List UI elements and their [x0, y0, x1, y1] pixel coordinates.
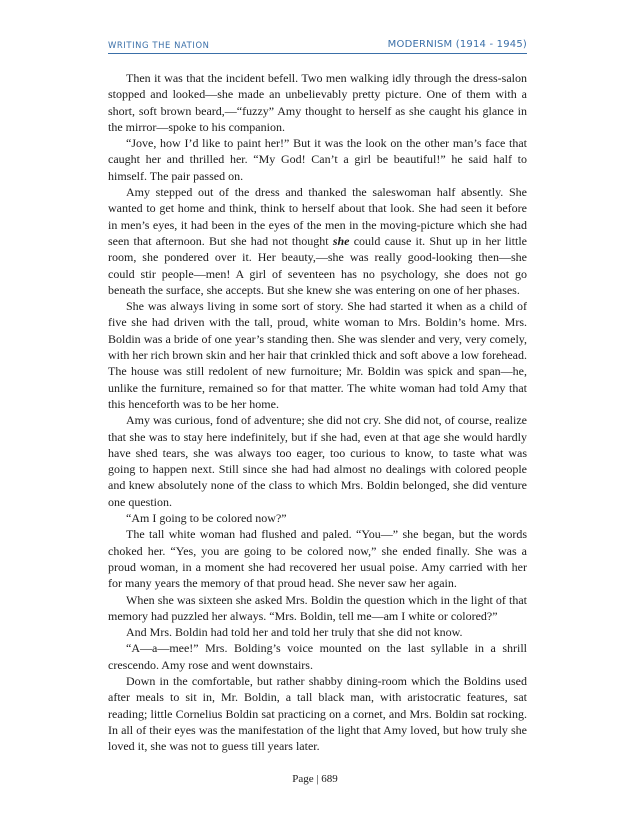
- paragraph: [108, 184, 527, 298]
- body-text: [108, 70, 527, 754]
- paragraph: “Jove, how I’d like to paint her!” But it was the look on the other man’s face that caught her and thrilled her. “My God! Can’t a girl be beautiful!” he said half to himself. The pair passed on.: [108, 136, 527, 183]
- paragraph: When she was sixteen she asked Mrs. Boldin the question which in the light of that memory had puzzled her always. “Mrs. Boldin, tell me—am I white or colored?”: [108, 592, 527, 623]
- running-header: [108, 39, 527, 53]
- paragraph: “Am I going to be colored now?”: [126, 511, 287, 526]
- paragraph: She was always living in some sort of story. She had started it when as a child of five she had driven with the tall, proud, white woman to Mrs. Boldin’s home. Mrs. Boldin was a bride of one year’s standing then. She was slender and very, very comely, with her rich brown skin and her hair that crinkled thick and soft above a low forehead. The house was still redolent of new furnoiture; Mr. Boldin was spick and span—he, unlike the furniture, remained so for that matter. The white woman had told Amy that this henceforth was to be her home.: [108, 299, 527, 411]
- header-section-title: WRITING THE NATION: [108, 40, 210, 50]
- emphasized-word: she: [332, 233, 350, 248]
- paragraph: The tall white woman had flushed and paled. “You—” she began, but the words choked her. “Yes, you are going to be colored now,” she ended finally. She was a proud woman, in a moment she had recovered her usual poise. Amy carried with her for many years the memory of that proud head. She never saw her again.: [108, 527, 527, 591]
- paragraph-text: Amy stepped out of the dress and thanked the saleswoman half absently. She wanted to get home and think, think to herself about that look. She had seen it before in men’s eyes, it had been in the eyes of the men in the moving-picture which she had seen that afternoon. But she had not thought: [108, 185, 527, 248]
- header-period-title: MODERNISM (1914 - 1945): [387, 39, 527, 50]
- paragraph: And Mrs. Boldin had told her and told her truly that she did not know.: [126, 625, 463, 640]
- page-number: Page | 689: [292, 773, 338, 785]
- paragraph: Then it was that the incident befell. Two men walking idly through the dress-salon stopped and looked—she made an unbelievably pretty picture. One of them with a short, soft brown beard,—“fuzzy” Amy thought to herself as she caught his glance in the mirror—spoke to his companion.: [108, 71, 527, 134]
- paragraph-text: could cause it. Shut up in her little room, she pondered over it. Her beauty,—she was really good-looking then—she could stir people—men! A girl of seventeen has no psychology, she does not go beneath the surface, she accepts. But she knew she was entering on one of her phases.: [108, 233, 527, 297]
- paragraph: “A—a—mee!” Mrs. Bolding’s voice mounted on the last syllable in a shrill crescendo. Amy rose and went downstairs.: [108, 641, 527, 672]
- paragraph: Down in the comfortable, but rather shabby dining-room which the Boldins used after meals to sit in, Mr. Boldin, a tall black man, with aristocratic features, sat reading; little Cornelius Boldin sat practicing on a cornet, and Mrs. Boldin sat rocking. In all of their eyes was the manifestation of the light that Amy loved, but how truly she loved it, she was not to guess till years later.: [108, 673, 527, 754]
- header-divider: [108, 53, 527, 54]
- paragraph: Amy was curious, fond of adventure; she did not cry. She did not, of course, realize that she was to stay here indefinitely, but if she had, even at that age she would hardly have shed tears, she was always too eager, too curious to know, to taste what was going to happen next. Still since she had had almost no dealings with colored people and knew absolutely none of the class to which Mrs. Boldin belonged, she did venture one question.: [108, 413, 527, 509]
